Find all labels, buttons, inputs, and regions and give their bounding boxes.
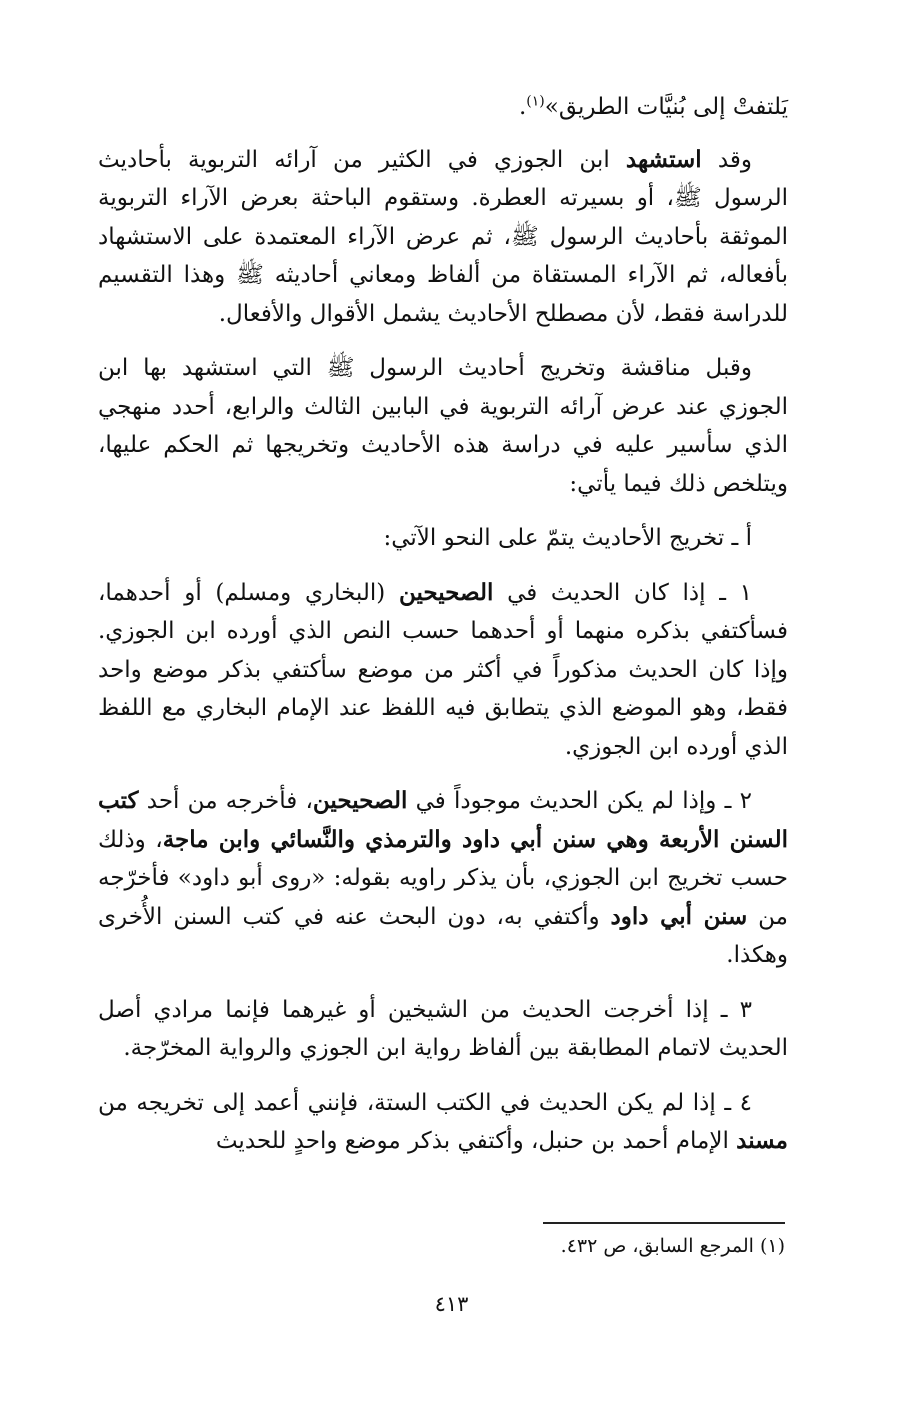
paragraph-item-4 bbox=[98, 1084, 788, 1161]
page-number: ٤١٣ bbox=[434, 1292, 469, 1316]
footnote-divider bbox=[543, 1222, 785, 1224]
paragraph-item-1 bbox=[98, 574, 788, 767]
item4-start: ٤ ـ إذا لم يكن الحديث في الكتب الستة، فإنني أعمد إلى تخريجه من bbox=[98, 1089, 752, 1116]
item2-bold-2: كتب السنن الأربعة وهي سنن أبي داود والترمذي والنَّسائي وابن ماجة bbox=[98, 787, 788, 853]
p1-bold: استشهد bbox=[625, 145, 702, 173]
item2-start: ٢ ـ وإذا لم يكن الحديث موجوداً في bbox=[407, 788, 752, 814]
item4-bold: مسند bbox=[736, 1127, 788, 1154]
paragraph-2: وقبل مناقشة وتخريج أحاديث الرسول ﷺ التي استشهد بها ابن الجوزي عند عرض آرائه التربوية في البابين الثالث والرابع، أحدد منهجي الذي سأسير عليه في دراسة هذه الأحاديث وتخريجها ثم الحكم عليها، ويتلخص ذلك فيما يأتي: bbox=[98, 355, 788, 497]
paragraph-item-2 bbox=[98, 782, 788, 975]
item1-bold: الصحيحين bbox=[398, 578, 494, 606]
paragraph-heading-a: أ ـ تخريج الأحاديث يتمّ على النحو الآتي: bbox=[383, 525, 752, 551]
item2-mid-2: ، وذلك حسب تخريج ابن الجوزي، بأن يذكر راويه بقوله: «روى أبو داود» فأخرّجه من bbox=[98, 826, 789, 930]
item1-rest: (البخاري ومسلم) أو أحدهما، فسأكتفي بذكره منهما أو أحدهما حسب النص الذي أورده ابن الجوزي. وإذا كان الحديث مذكوراً في أكثر من موضع سأكتفي بذكر موضع واحد فقط، وهو الموضع الذي يتطابق فيه اللفظ عند الإمام البخاري مع اللفظ الذي أورده ابن الجوزي. bbox=[98, 579, 788, 760]
paragraph-1 bbox=[98, 141, 788, 334]
p1-rest: ابن الجوزي في الكثير من آرائه التربوية بأحاديث الرسول ﷺ، أو بسيرته العطرة. وستقوم الباحثة بعرض الآراء التربوية الموثقة بأحاديث الرسول ﷺ، ثم عرض الآراء المعتمدة على الاستشهاد بأفعاله، ثم الآراء المستقاة من ألفاظ ومعاني أحاديثه ﷺ وهذا التقسيم للدراسة فقط، لأن مصطلح الأحاديث يشمل الأقوال والأفعال. bbox=[98, 146, 788, 327]
main-text bbox=[98, 88, 788, 1177]
item2-bold-3: سنن أبي داود bbox=[610, 902, 748, 930]
footnote: (١) المرجع السابق، ص ٤٣٢. bbox=[560, 1235, 785, 1257]
item2-bold-1: الصحيحين bbox=[312, 787, 408, 814]
item2-mid-1: ، فأخرجه من أحد bbox=[138, 788, 313, 814]
footnote-reference: (١) bbox=[526, 93, 545, 110]
paragraph-quote-end bbox=[98, 88, 788, 127]
paragraph-item-3: ٣ ـ إذا أخرجت الحديث من الشيخين أو غيرهما فإنما مرادي أصل الحديث لاتمام المطابقة بين ألفاظ رواية ابن الجوزي والرواية المخرّجة. bbox=[98, 996, 788, 1061]
item1-start: ١ ـ إذا كان الحديث في bbox=[493, 579, 752, 606]
quote-text: يَلتفتْ إلى بُنيَّات الطريق» bbox=[544, 94, 788, 120]
item2-end: وأكتفي به، دون البحث عنه في كتب السنن الأُخرى وهكذا. bbox=[98, 903, 788, 968]
p1-start: وقد bbox=[701, 146, 752, 173]
quote-period: . bbox=[518, 94, 527, 120]
item4-rest: الإمام أحمد بن حنبل، وأكتفي بذكر موضع واحدٍ للحديث bbox=[215, 1128, 737, 1154]
